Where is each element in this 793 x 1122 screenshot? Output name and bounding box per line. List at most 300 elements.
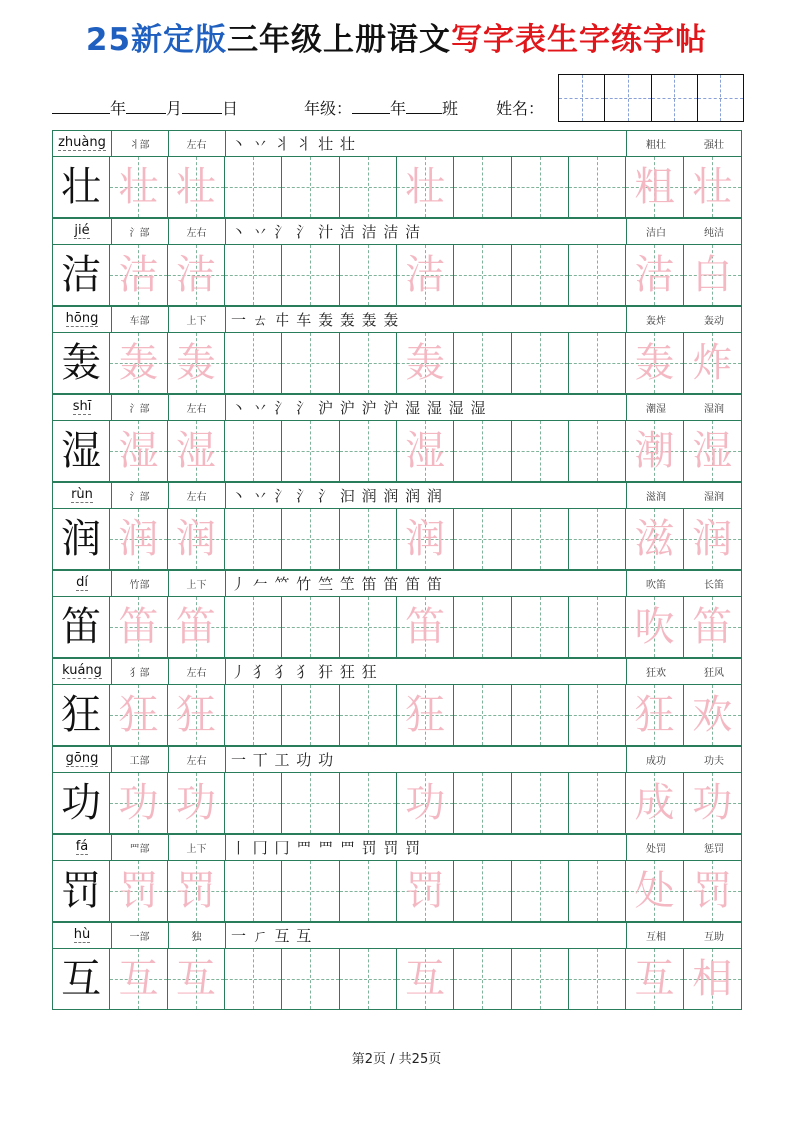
trace-word-cell[interactable]	[626, 861, 683, 921]
writing-row	[52, 420, 742, 482]
word-1: 狂欢	[646, 668, 666, 679]
trace-character: 罚	[175, 868, 216, 914]
trace-word-character: 润	[692, 516, 733, 562]
word-2: 惩罚	[704, 844, 724, 855]
word-1: 互相	[646, 932, 666, 943]
trace-character-cell[interactable]	[110, 773, 167, 833]
word-1: 滋润	[646, 492, 666, 503]
word-1: 轰炸	[646, 316, 666, 327]
model-character-cell[interactable]	[53, 421, 110, 481]
model-character: 罚	[61, 868, 102, 914]
blank-practice-cell[interactable]	[454, 421, 511, 481]
trace-word-character: 潮	[634, 428, 675, 474]
trace-character-cell[interactable]	[110, 949, 167, 1009]
radical: 氵部	[111, 395, 169, 420]
model-character-cell[interactable]	[53, 157, 110, 217]
blank-practice-cell[interactable]	[569, 685, 626, 745]
writing-row	[52, 596, 742, 658]
model-character-cell[interactable]	[53, 685, 110, 745]
trace-character-cell[interactable]	[110, 245, 167, 305]
month-blank[interactable]	[126, 97, 166, 114]
trace-word-cell[interactable]	[626, 245, 683, 305]
pinyin-text: gōng	[65, 751, 99, 766]
radical: 车部	[111, 307, 169, 332]
trace-character-cell[interactable]	[397, 861, 454, 921]
character-info-row	[52, 130, 742, 156]
trace-character: 轰	[405, 340, 446, 386]
pinyin	[53, 659, 112, 684]
blank-practice-cell[interactable]	[512, 597, 569, 657]
blank-practice-cell[interactable]	[512, 685, 569, 745]
model-character: 轰	[61, 340, 102, 386]
blank-practice-cell[interactable]	[340, 421, 397, 481]
trace-character: 润	[118, 516, 159, 562]
trace-character-cell[interactable]	[168, 245, 225, 305]
model-character-cell[interactable]	[53, 861, 110, 921]
model-character-cell[interactable]	[53, 509, 110, 569]
word-1: 成功	[646, 756, 666, 767]
class-blank[interactable]	[406, 97, 442, 114]
pinyin	[53, 835, 112, 860]
character-block	[52, 834, 742, 922]
trace-character-cell[interactable]	[110, 333, 167, 393]
trace-word-cell[interactable]	[684, 861, 741, 921]
character-block	[52, 130, 742, 218]
trace-word-character: 互	[634, 956, 675, 1002]
blank-practice-cell[interactable]	[225, 333, 282, 393]
structure: 左右	[168, 395, 226, 420]
trace-character-cell[interactable]	[168, 597, 225, 657]
blank-practice-cell[interactable]	[340, 157, 397, 217]
character-block	[52, 746, 742, 834]
word-2: 湿润	[704, 492, 724, 503]
radical: 工部	[111, 747, 169, 772]
character-block	[52, 658, 742, 746]
trace-word-character: 相	[692, 956, 733, 1002]
writing-row	[52, 508, 742, 570]
trace-character-cell[interactable]	[397, 157, 454, 217]
trace-character-cell[interactable]	[168, 861, 225, 921]
trace-word-character: 吹	[634, 604, 675, 650]
word-1: 潮湿	[646, 404, 666, 415]
trace-character-cell[interactable]	[397, 245, 454, 305]
blank-practice-cell[interactable]	[340, 509, 397, 569]
structure: 左右	[168, 131, 226, 156]
model-character-cell[interactable]	[53, 597, 110, 657]
class-label: 班	[442, 99, 459, 118]
character-info-row	[52, 394, 742, 420]
trace-character-cell[interactable]	[110, 861, 167, 921]
pinyin-text: rùn	[71, 487, 93, 502]
model-character: 润	[61, 516, 102, 562]
radical: 犭部	[111, 659, 169, 684]
trace-word-cell[interactable]	[684, 685, 741, 745]
radical: 氵部	[111, 483, 169, 508]
title-part2: 三年级上册语文	[227, 22, 452, 58]
structure: 左右	[168, 219, 226, 244]
model-character: 狂	[61, 692, 102, 738]
blank-practice-cell[interactable]	[512, 509, 569, 569]
trace-character-cell[interactable]	[397, 333, 454, 393]
word-1: 洁白	[646, 228, 666, 239]
word-2: 强壮	[704, 140, 724, 151]
blank-practice-cell[interactable]	[282, 509, 339, 569]
page-title	[0, 20, 793, 60]
trace-character-cell[interactable]	[397, 509, 454, 569]
trace-word-cell[interactable]	[626, 773, 683, 833]
writing-row	[52, 860, 742, 922]
word-2: 互助	[704, 932, 724, 943]
trace-word-cell[interactable]	[684, 509, 741, 569]
trace-character-cell[interactable]	[110, 685, 167, 745]
trace-character: 轰	[118, 340, 159, 386]
pinyin-text: fá	[75, 839, 89, 854]
word-1: 粗壮	[646, 140, 666, 151]
pinyin-text: jié	[74, 223, 90, 238]
blank-practice-cell[interactable]	[225, 685, 282, 745]
writing-row	[52, 332, 742, 394]
blank-practice-cell[interactable]	[225, 509, 282, 569]
trace-character: 互	[405, 956, 446, 1002]
blank-practice-cell[interactable]	[454, 509, 511, 569]
trace-character-cell[interactable]	[168, 685, 225, 745]
model-character-cell[interactable]	[53, 773, 110, 833]
blank-practice-cell[interactable]	[512, 421, 569, 481]
blank-practice-cell[interactable]	[454, 157, 511, 217]
blank-practice-cell[interactable]	[340, 245, 397, 305]
day-blank[interactable]	[182, 97, 222, 114]
trace-character-cell[interactable]	[397, 597, 454, 657]
stroke-order: 丨 冂 冂 罒 罒 罒 罚 罚 罚	[225, 835, 627, 860]
blank-practice-cell[interactable]	[282, 949, 339, 1009]
trace-character-cell[interactable]	[168, 773, 225, 833]
pinyin-text: shī	[72, 399, 92, 414]
trace-word-cell[interactable]	[684, 333, 741, 393]
writing-row	[52, 948, 742, 1010]
character-info-row	[52, 922, 742, 948]
stroke-order: 一 丅 工 功 功	[225, 747, 627, 772]
trace-character: 罚	[405, 868, 446, 914]
model-character: 笛	[61, 604, 102, 650]
structure: 上下	[168, 571, 226, 596]
blank-practice-cell[interactable]	[454, 245, 511, 305]
model-character: 洁	[61, 252, 102, 298]
name-cell[interactable]	[652, 75, 698, 121]
trace-character-cell[interactable]	[397, 685, 454, 745]
character-info-row	[52, 218, 742, 244]
character-info-row	[52, 570, 742, 596]
trace-character: 狂	[405, 692, 446, 738]
trace-word-cell[interactable]	[626, 509, 683, 569]
trace-word-cell[interactable]	[626, 157, 683, 217]
pinyin-text: zhuàng	[58, 135, 106, 150]
structure: 左右	[168, 747, 226, 772]
trace-character: 润	[405, 516, 446, 562]
blank-practice-cell[interactable]	[569, 157, 626, 217]
trace-word-character: 笛	[692, 604, 733, 650]
blank-practice-cell[interactable]	[569, 509, 626, 569]
trace-word-character: 轰	[634, 340, 675, 386]
pinyin	[53, 571, 112, 596]
trace-character-cell[interactable]	[397, 421, 454, 481]
blank-practice-cell[interactable]	[569, 597, 626, 657]
blank-practice-cell[interactable]	[454, 333, 511, 393]
blank-practice-cell[interactable]	[569, 949, 626, 1009]
blank-practice-cell[interactable]	[225, 861, 282, 921]
trace-word-cell[interactable]	[626, 421, 683, 481]
trace-character: 互	[118, 956, 159, 1002]
trace-word-character: 炸	[692, 340, 733, 386]
page-footer: 第2页 / 共25页	[351, 1052, 442, 1067]
structure: 上下	[168, 835, 226, 860]
trace-character: 洁	[405, 252, 446, 298]
word-2: 轰动	[704, 316, 724, 327]
trace-character: 笛	[405, 604, 446, 650]
structure: 上下	[168, 307, 226, 332]
trace-word-character: 罚	[692, 868, 733, 914]
blank-practice-cell[interactable]	[225, 157, 282, 217]
radical: 丬部	[111, 131, 169, 156]
trace-character: 轰	[175, 340, 216, 386]
blank-practice-cell[interactable]	[225, 597, 282, 657]
trace-character: 洁	[118, 252, 159, 298]
name-label: 姓名：	[496, 99, 545, 118]
name-grid[interactable]	[558, 74, 744, 122]
blank-practice-cell[interactable]	[282, 597, 339, 657]
writing-row	[52, 684, 742, 746]
blank-practice-cell[interactable]	[569, 773, 626, 833]
blank-practice-cell[interactable]	[512, 245, 569, 305]
stroke-order: 一 ㄏ 互 互	[225, 923, 627, 948]
trace-character: 湿	[118, 428, 159, 474]
blank-practice-cell[interactable]	[282, 157, 339, 217]
character-block	[52, 570, 742, 658]
word-2: 纯洁	[704, 228, 724, 239]
stroke-order: 丿 𠂉 𥫗 竹 竺 笁 笛 笛 笛 笛	[225, 571, 627, 596]
blank-practice-cell[interactable]	[225, 949, 282, 1009]
character-info-row	[52, 306, 742, 332]
name-cell[interactable]	[559, 75, 605, 121]
trace-character: 湿	[405, 428, 446, 474]
model-character-cell[interactable]	[53, 245, 110, 305]
blank-practice-cell[interactable]	[340, 685, 397, 745]
blank-practice-cell[interactable]	[512, 773, 569, 833]
word-2: 狂风	[704, 668, 724, 679]
pinyin	[53, 395, 112, 420]
trace-word-character: 湿	[692, 428, 733, 474]
trace-character: 互	[175, 956, 216, 1002]
pinyin-text: dí	[76, 575, 88, 590]
word-2: 功夫	[704, 756, 724, 767]
trace-character: 狂	[118, 692, 159, 738]
structure: 左右	[168, 483, 226, 508]
blank-practice-cell[interactable]	[282, 421, 339, 481]
trace-word-cell[interactable]	[626, 597, 683, 657]
trace-character-cell[interactable]	[168, 509, 225, 569]
trace-word-character: 狂	[634, 692, 675, 738]
trace-character-cell[interactable]	[168, 157, 225, 217]
trace-word-character: 成	[634, 780, 675, 826]
blank-practice-cell[interactable]	[282, 333, 339, 393]
stroke-order: 丶 丷 氵 氵 汁 洁 洁 洁 洁	[225, 219, 627, 244]
year-label: 年	[110, 99, 127, 118]
trace-word-character: 洁	[634, 252, 675, 298]
model-character: 功	[61, 780, 102, 826]
trace-word-cell[interactable]	[626, 333, 683, 393]
trace-word-character: 滋	[634, 516, 675, 562]
trace-character: 功	[175, 780, 216, 826]
character-block	[52, 306, 742, 394]
model-character-cell[interactable]	[53, 949, 110, 1009]
practice-grid	[52, 130, 742, 1010]
blank-practice-cell[interactable]	[282, 245, 339, 305]
month-label: 月	[166, 99, 183, 118]
pinyin	[53, 483, 112, 508]
year-blank[interactable]	[52, 97, 110, 114]
trace-character: 功	[118, 780, 159, 826]
trace-character: 狂	[175, 692, 216, 738]
trace-word-cell[interactable]	[684, 245, 741, 305]
blank-practice-cell[interactable]	[512, 949, 569, 1009]
blank-practice-cell[interactable]	[225, 421, 282, 481]
blank-practice-cell[interactable]	[340, 949, 397, 1009]
character-info-row	[52, 482, 742, 508]
trace-character-cell[interactable]	[168, 421, 225, 481]
trace-character: 功	[405, 780, 446, 826]
model-character: 壮	[61, 164, 102, 210]
blank-practice-cell[interactable]	[454, 597, 511, 657]
trace-character-cell[interactable]	[168, 949, 225, 1009]
blank-practice-cell[interactable]	[512, 333, 569, 393]
day-label: 日	[222, 99, 239, 118]
blank-practice-cell[interactable]	[340, 861, 397, 921]
grade-year-label: 年	[390, 99, 407, 118]
structure: 左右	[168, 659, 226, 684]
radical: 氵部	[111, 219, 169, 244]
structure: 独	[168, 923, 226, 948]
pinyin	[53, 219, 112, 244]
blank-practice-cell[interactable]	[340, 333, 397, 393]
blank-practice-cell[interactable]	[569, 333, 626, 393]
blank-practice-cell[interactable]	[454, 861, 511, 921]
word-1: 吹笛	[646, 580, 666, 591]
pinyin	[53, 747, 112, 772]
trace-word-character: 粗	[634, 164, 675, 210]
blank-practice-cell[interactable]	[454, 773, 511, 833]
radical: 一部	[111, 923, 169, 948]
character-block	[52, 394, 742, 482]
radical: 竹部	[111, 571, 169, 596]
pinyin	[53, 131, 112, 156]
grade-blank[interactable]	[352, 97, 390, 114]
trace-character-cell[interactable]	[110, 421, 167, 481]
blank-practice-cell[interactable]	[454, 949, 511, 1009]
trace-character: 笛	[118, 604, 159, 650]
pinyin-text: hōng	[65, 311, 99, 326]
name-cell[interactable]	[698, 75, 743, 121]
trace-character-cell[interactable]	[110, 597, 167, 657]
pinyin	[53, 923, 112, 948]
blank-practice-cell[interactable]	[512, 861, 569, 921]
blank-practice-cell[interactable]	[512, 157, 569, 217]
trace-word-character: 欢	[692, 692, 733, 738]
title-part1: 25新定版	[85, 22, 228, 58]
character-block	[52, 482, 742, 570]
grade-fields	[304, 96, 458, 122]
writing-row	[52, 244, 742, 306]
character-info-row	[52, 746, 742, 772]
pinyin-text: kuáng	[62, 663, 102, 678]
stroke-order: 丶 丷 氵 氵 沪 沪 沪 沪 湿 湿 湿 湿	[225, 395, 627, 420]
trace-character: 笛	[175, 604, 216, 650]
pinyin-text: hù	[73, 927, 91, 942]
blank-practice-cell[interactable]	[282, 861, 339, 921]
blank-practice-cell[interactable]	[340, 597, 397, 657]
trace-character-cell[interactable]	[110, 157, 167, 217]
trace-word-character: 白	[692, 252, 733, 298]
word-2: 长笛	[704, 580, 724, 591]
trace-character-cell[interactable]	[397, 773, 454, 833]
character-block	[52, 922, 742, 1010]
blank-practice-cell[interactable]	[569, 421, 626, 481]
title-part3: 写字表生字练字帖	[451, 22, 708, 58]
trace-character: 润	[175, 516, 216, 562]
word-2: 湿润	[704, 404, 724, 415]
blank-practice-cell[interactable]	[569, 245, 626, 305]
trace-word-cell[interactable]	[684, 949, 741, 1009]
grade-label: 年级：	[304, 99, 353, 118]
stroke-order: 丶 丷 氵 氵 氵 汩 润 润 润 润	[225, 483, 627, 508]
model-character: 湿	[61, 428, 102, 474]
blank-practice-cell[interactable]	[225, 773, 282, 833]
blank-practice-cell[interactable]	[454, 685, 511, 745]
name-cell[interactable]	[605, 75, 651, 121]
trace-word-cell[interactable]	[626, 949, 683, 1009]
word-1: 处罚	[646, 844, 666, 855]
model-character-cell[interactable]	[53, 333, 110, 393]
trace-word-cell[interactable]	[626, 685, 683, 745]
trace-character-cell[interactable]	[397, 949, 454, 1009]
trace-character: 壮	[175, 164, 216, 210]
date-fields	[52, 96, 238, 122]
trace-character: 壮	[118, 164, 159, 210]
trace-word-cell[interactable]	[684, 597, 741, 657]
stroke-order: 一 ㄊ 㐄 车 轰 轰 轰 轰	[225, 307, 627, 332]
trace-word-cell[interactable]	[684, 157, 741, 217]
radical: 罒部	[111, 835, 169, 860]
character-info-row	[52, 834, 742, 860]
trace-word-cell[interactable]	[684, 421, 741, 481]
blank-practice-cell[interactable]	[225, 245, 282, 305]
trace-character: 罚	[118, 868, 159, 914]
trace-character-cell[interactable]	[168, 333, 225, 393]
model-character: 互	[61, 956, 102, 1002]
trace-character: 壮	[405, 164, 446, 210]
blank-practice-cell[interactable]	[569, 861, 626, 921]
stroke-order: 丶 丷 丬 丬 壮 壮	[225, 131, 627, 156]
trace-word-character: 功	[692, 780, 733, 826]
trace-word-cell[interactable]	[684, 773, 741, 833]
blank-practice-cell[interactable]	[282, 773, 339, 833]
blank-practice-cell[interactable]	[340, 773, 397, 833]
stroke-order: 丿 犭 犭 犭 犴 狂 狂	[225, 659, 627, 684]
writing-row	[52, 772, 742, 834]
blank-practice-cell[interactable]	[282, 685, 339, 745]
trace-character: 洁	[175, 252, 216, 298]
pinyin	[53, 307, 112, 332]
writing-row	[52, 156, 742, 218]
trace-character-cell[interactable]	[110, 509, 167, 569]
